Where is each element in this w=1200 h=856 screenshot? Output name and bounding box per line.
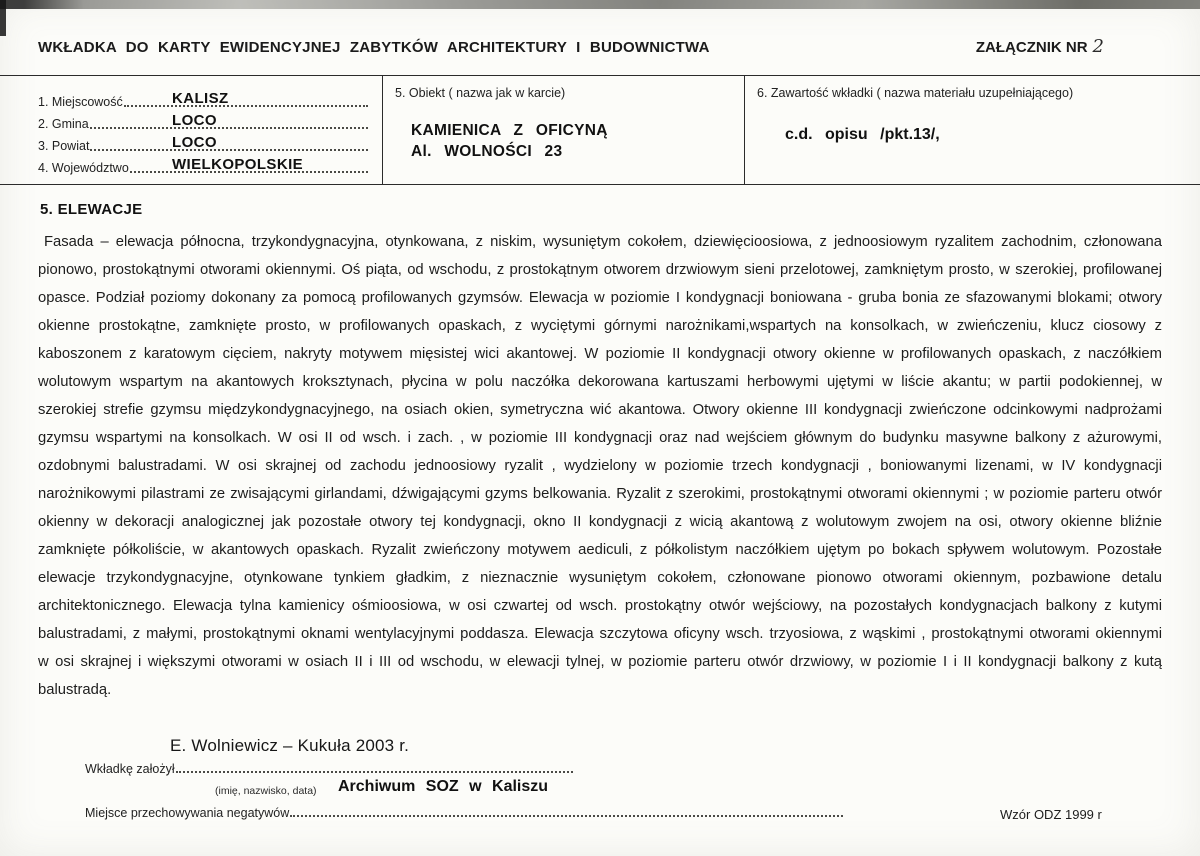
object-name-line1: KAMIENICA Z OFICYNĄ [411, 122, 608, 139]
scan-edge-artifact [0, 0, 1200, 9]
field-row-gmina [38, 111, 370, 133]
attachment-label [976, 36, 1104, 57]
contents-column [745, 76, 1200, 184]
description-section [0, 185, 1200, 740]
founder-hint: (imię, nazwisko, data) [215, 785, 317, 797]
founder-field-label: Wkładkę założył [85, 762, 175, 776]
field-row-powiat [38, 133, 370, 155]
field-row-wojewodztwo [38, 155, 370, 177]
dotted-line [90, 149, 368, 151]
info-table [0, 75, 1200, 185]
dotted-line [90, 127, 368, 129]
object-column [383, 76, 745, 184]
object-name-block [411, 120, 732, 162]
object-section-label: 5. Obiekt ( nazwa jak w karcie) [395, 86, 566, 100]
dotted-line [176, 771, 573, 773]
contents-section-label: 6. Zawartość wkładki ( nazwa materiału uzupełniającego) [757, 86, 1074, 100]
field-label-powiat: 3. Powiat [38, 139, 90, 153]
dotted-line [290, 815, 843, 817]
object-name-line2: Al. WOLNOŚCI 23 [411, 143, 563, 160]
description-paragraph: Fasada – elewacja północna, trzykondygnacyjna, otynkowana, z niskim, wysuniętym cokołem, dziewięcioosiowa, z jednoosiowym ryzalitem zachodnim, członowana pionowo, prostokątnymi otworami okiennymi. Oś piąta, od wschodu, z prostokątnym otworem drzwiowym sieni przelotowej, zamkniętym prosto, w szerokiej, profilowanej opasce. Podział poziomy dokonany za pomocą profilowanych gzymsów. Elewacja w poziomie I kondygnacji boniowana - gruba bonia ze sfazowanymi blokami; otwory okienne prostokątne, zamknięte prosto, w profilowanych opaskach, z wyciętymi górnymi narożnikami,wspartych na konsolkach, w zwieńczeniu, klucz ciosowy z kaboszonem z karatowym cięciem, nakryty motywem mięsistej wici akantowej. W poziomie II kondygnacji otwory okienne w profilowanych opaskach, z naczółkiem wolutowym wspartym na akantowych kroksztynach, płycina w polu naczółka dekorowana kartuszami herbowymi ujętymi w liście akantu; w partii podokiennej, w szerokiej strefie gzymsu międzykondygnacyjnego, na osiach okien, symetryczna wić akantowa. Otwory okienne III kondygnacji zwieńczone odcinkowymi nadprożami gzymsu wspartymi na konsolkach. W osi II od wsch. i zach. , w poziomie III kondygnacji oraz nad wejściem głównym do budynku masywne balkony z ażurowymi, ozdobnymi balustradami. W osi skrajnej od zachodu jednoosiowy ryzalit , wydzielony w poziomie trzech kondygnacji , boniowanymi lizenami, w IV kondygnacji narożnikowymi pilastrami ze zwisającymi girlandami, dźwigającymi gzyms belkowania. Ryzalit z szerokimi, prostokątnymi otworami okiennymi ; w poziomie parteru otwór okienny w dekoracji analogicznej jak pozostałe otwory tej kondygnacji, okno II kondygnacji z wicią akantową z wolutowym zwojem na osi, otwory okienne bliźnie zamknięte półkoliście, w akantowych opaskach. Ryzalit zwieńczony motywem aediculi, z półkolistym naczółkiem ujętym po bokach spływem wolutowym. Pozostałe elewacje trzykondygnacyjne, otynkowane tynkiem gładkim, z nieznacznie wysuniętym cokołem, członowane pionowo otworami okiennym, pozbawione detalu architektonicznego. Elewacja tylna kamienicy ośmioosiowa, w osi czwartej od wsch. prostokątny otwór wejściowy, na pozostałych kondygnacjach balkony z kutymi balustradami, z małymi, prostokątnymi oknami wentylacyjnymi poddasza. Elewacja szczytowa oficyny wsch. trzyosiowa, z wąskimi , prostokątnymi otworami okiennymi w osi skrajnej i większymi otworami w osiach II i III od wschodu, w elewacji tylnej, w poziomie parteru otwór drzwiowy, w poziomie I i II kondygnacji balkony z kutą balustradą. [38, 234, 1162, 698]
field-row-miejscowosc [38, 89, 370, 111]
document-title: WKŁADKA DO KARTY EWIDENCYJNEJ ZABYTKÓW ARCHITEKTURY I BUDOWNICTWA [38, 39, 710, 56]
document-footer [38, 736, 1162, 846]
field-label-wojewodztwo: 4. Województwo [38, 161, 129, 175]
scan-corner-artifact [0, 0, 6, 36]
location-column [0, 76, 383, 184]
field-value-miejscowosc: KALISZ [172, 90, 229, 107]
contents-value: c.d. opisu /pkt.13/, [785, 126, 940, 143]
field-value-gmina: LOCO [172, 112, 217, 129]
negatives-field-label: Miejsce przechowywania negatywów [85, 806, 290, 820]
field-label-miejscowosc: 1. Miejscowość [38, 95, 123, 109]
attachment-number-handwritten: 2 [1092, 36, 1104, 57]
founder-field-row [85, 762, 575, 777]
form-code: Wzór ODZ 1999 r [1000, 807, 1102, 822]
field-value-powiat: LOCO [172, 134, 217, 151]
negatives-archive-value: Archiwum SOZ w Kaliszu [338, 778, 549, 795]
field-label-gmina: 2. Gmina [38, 117, 89, 131]
field-value-wojewodztwo: WIELKOPOLSKIE [172, 156, 304, 173]
section-heading: 5. ELEWACJE [40, 201, 143, 218]
dotted-line [124, 105, 368, 107]
founder-signature-value: E. Wolniewicz – Kukuła 2003 r. [170, 736, 410, 755]
negatives-field-row [85, 806, 845, 821]
attachment-label-text: ZAŁĄCZNIK NR [975, 39, 1088, 56]
